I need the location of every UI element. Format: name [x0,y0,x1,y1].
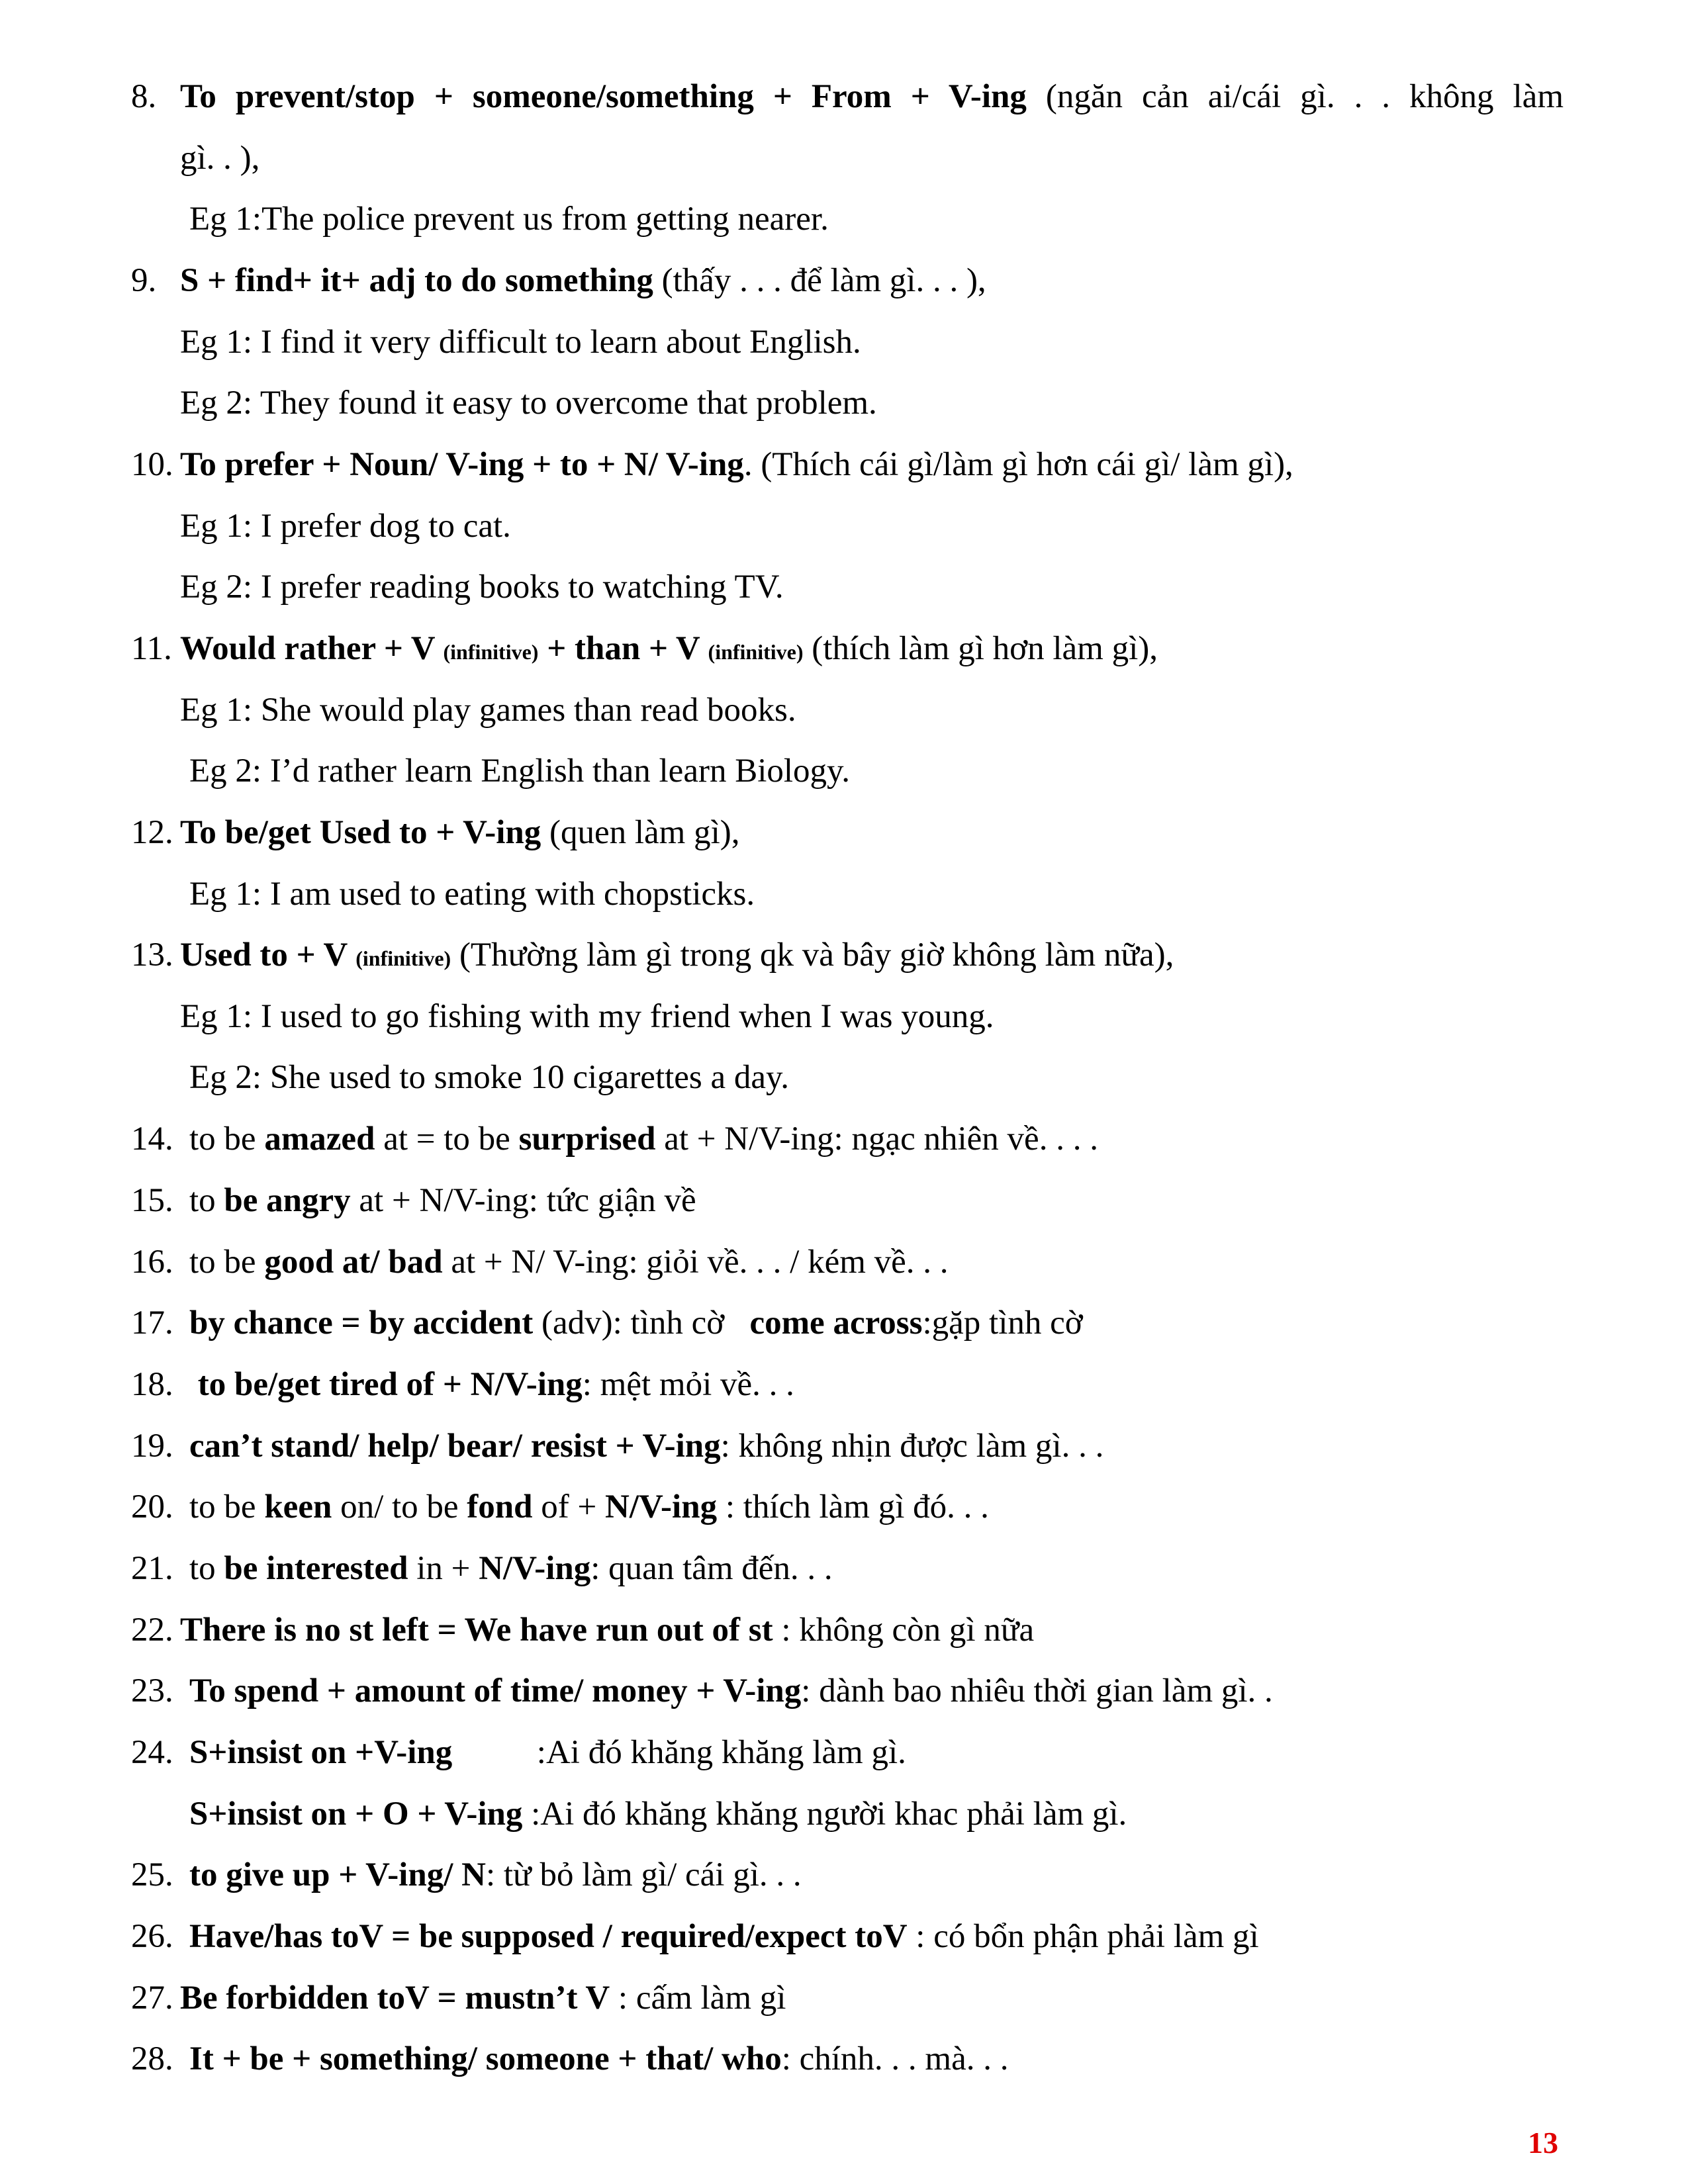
rule-keyword: by chance = by accident [189,1304,534,1342]
rule-meaning: (ngăn cản ai/cái gì. . . không làm [1026,78,1564,115]
item-rule [189,1180,696,1221]
item-number: 23. [131,1672,173,1709]
rule-text: to [189,1182,224,1219]
item-rule [180,812,740,853]
item-number: 19. [131,1428,173,1465]
rule-meaning: at + N/V-ing: tức giận về [350,1182,696,1219]
item-rule [189,1732,906,1773]
rule-text: (adv): tình cờ [533,1304,750,1342]
rule-text: on/ to be [332,1488,467,1525]
rule-meaning: : không còn gì nữa [773,1612,1035,1649]
rule-meaning: :Ai đó khăng khăng làm gì. [452,1734,906,1771]
item-number: 22. [131,1612,173,1649]
example: Eg 1: I used to go fishing with my friend when I was young. [180,998,994,1035]
rule-keyword: There is no st left = We have run out of st [180,1612,773,1649]
subscript-label: (infinitive) [708,640,804,664]
item-number: 25. [131,1856,173,1893]
item-number: 15. [131,1182,173,1219]
rule-text: to be [189,1120,265,1158]
subscript-label: (infinitive) [355,946,451,970]
example: Eg 1:The police prevent us from getting nearer. [189,201,829,238]
item-rule [189,1486,989,1527]
item-number: 24. [131,1734,173,1771]
item-number: 14. [131,1120,173,1158]
item-rule-variant [189,1794,1127,1835]
item-rule [180,1978,786,2019]
item-rule [180,260,986,301]
rule-text: in + [408,1550,479,1587]
rule-keyword: Be forbidden toV = mustn’t V [180,1979,610,2017]
item-number: 18. [131,1366,173,1403]
rule-text: to be [189,1488,265,1525]
rule-meaning: : cấm làm gì [610,1979,786,2017]
rule-keyword: N/V-ing [605,1488,718,1525]
item-rule [189,1118,1098,1160]
item-number: 8. [131,78,157,115]
item-rule [189,2038,1008,2079]
rule-meaning: at + N/V-ing: ngạc nhiên về. . . . [655,1120,1098,1158]
rule-keyword: fond [467,1488,533,1525]
rule-keyword: S+insist on + O + V-ing [189,1796,523,1833]
rule-keyword: N/V-ing [479,1550,591,1587]
rule-keyword: amazed [264,1120,375,1158]
rule-keyword: S+insist on +V-ing [189,1734,453,1771]
page-number: 13 [1528,2126,1558,2160]
item-number: 20. [131,1488,173,1525]
rule-meaning: (Thường làm gì trong qk và bây giờ không làm nữa), [451,936,1174,974]
item-number: 16. [131,1244,173,1281]
rule-keyword: to give up + V-ing/ N [189,1856,486,1893]
rule-text: to be [189,1244,265,1281]
item-rule [189,1302,1083,1343]
example: Eg 1: I prefer dog to cat. [180,508,511,545]
item-number: 17. [131,1304,173,1342]
rule-meaning: :gặp tình cờ [922,1304,1083,1342]
item-number: 21. [131,1550,173,1587]
rule-keyword: surprised [518,1120,656,1158]
item-rule [180,76,1564,117]
rule-meaning: (thích làm gì hơn làm gì), [803,630,1158,667]
rule-structure: + than + V [538,630,708,667]
item-number: 26. [131,1918,173,1955]
rule-structure: Used to + V [180,936,356,974]
rule-keyword: can’t stand/ help/ bear/ resist + V-ing [189,1428,721,1465]
item-rule [189,1548,833,1589]
rule-keyword: come across [749,1304,923,1342]
rule-meaning: : quan tâm đến. . . [590,1550,833,1587]
rule-meaning: . (Thích cái gì/làm gì hơn cái gì/ làm gì), [743,446,1293,483]
rule-keyword: Have/has toV = be supposed / required/expect toV [189,1918,908,1955]
item-number: 13. [131,936,173,974]
example: Eg 1: She would play games than read books. [180,692,796,729]
example: Eg 2: I prefer reading books to watching TV. [180,569,784,606]
rule-continuation: gì. . ), [180,140,260,177]
item-number: 9. [131,262,157,299]
rule-structure: To prevent/stop + someone/something + From + V-ing [180,78,1027,115]
rule-text: at = to be [375,1120,519,1158]
item-number: 10. [131,446,173,483]
item-number: 27. [131,1979,173,2017]
rule-meaning: (thấy . . . để làm gì. . . ), [653,262,986,299]
rule-keyword: To spend + amount of time/ money + V-ing [189,1672,802,1709]
rule-keyword: It + be + something/ someone + that/ who [189,2040,782,2077]
rule-keyword: be interested [224,1550,408,1587]
item-rule [189,1670,1273,1711]
rule-keyword: be angry [224,1182,351,1219]
rule-structure: Would rather + V [180,630,444,667]
rule-structure: To prefer + Noun/ V-ing + to + N/ V-ing [180,446,744,483]
rule-meaning: at + N/ V-ing: giỏi về. . . / kém về. . . [442,1244,949,1281]
rule-meaning: : dành bao nhiêu thời gian làm gì. . [801,1672,1273,1709]
rule-keyword: keen [264,1488,332,1525]
example: Eg 1: I find it very difficult to learn about English. [180,324,861,361]
rule-meaning: : từ bỏ làm gì/ cái gì. . . [485,1856,802,1893]
rule-meaning: :Ai đó khăng khăng người khac phải làm gì. [522,1796,1127,1833]
item-number: 11. [131,630,172,667]
example: Eg 2: They found it easy to overcome that problem. [180,385,877,422]
item-rule [189,1916,1259,1957]
item-rule [189,1364,794,1405]
rule-meaning: : thích làm gì đó. . . [717,1488,989,1525]
rule-keyword: good at/ bad [264,1244,443,1281]
rule-meaning: : có bổn phận phải làm gì [907,1918,1259,1955]
rule-text: to [189,1550,224,1587]
example: Eg 2: I’d rather learn English than learn Biology. [189,752,850,790]
item-rule [180,934,1174,979]
rule-meaning: : mệt mỏi về. . . [582,1366,794,1403]
example: Eg 2: She used to smoke 10 cigarettes a day. [189,1059,789,1096]
rule-structure: To be/get Used to + V-ing [180,814,541,851]
example: Eg 1: I am used to eating with chopsticks. [189,876,755,913]
rule-keyword: to be/get tired of + N/V-ing [189,1366,583,1403]
item-rule [189,1426,1103,1467]
item-number: 28. [131,2040,173,2077]
item-rule [180,444,1293,485]
item-rule [180,628,1158,672]
item-number: 12. [131,814,173,851]
rule-meaning: : không nhịn được làm gì. . . [720,1428,1104,1465]
rule-meaning: : chính. . . mà. . . [781,2040,1009,2077]
rule-meaning: (quen làm gì), [541,814,740,851]
rule-structure: S + find+ it+ adj to do something [180,262,653,299]
subscript-label: (infinitive) [443,640,539,664]
item-rule [189,1242,949,1283]
rule-text: of + [532,1488,606,1525]
item-rule [189,1854,802,1895]
item-rule [180,1610,1034,1651]
